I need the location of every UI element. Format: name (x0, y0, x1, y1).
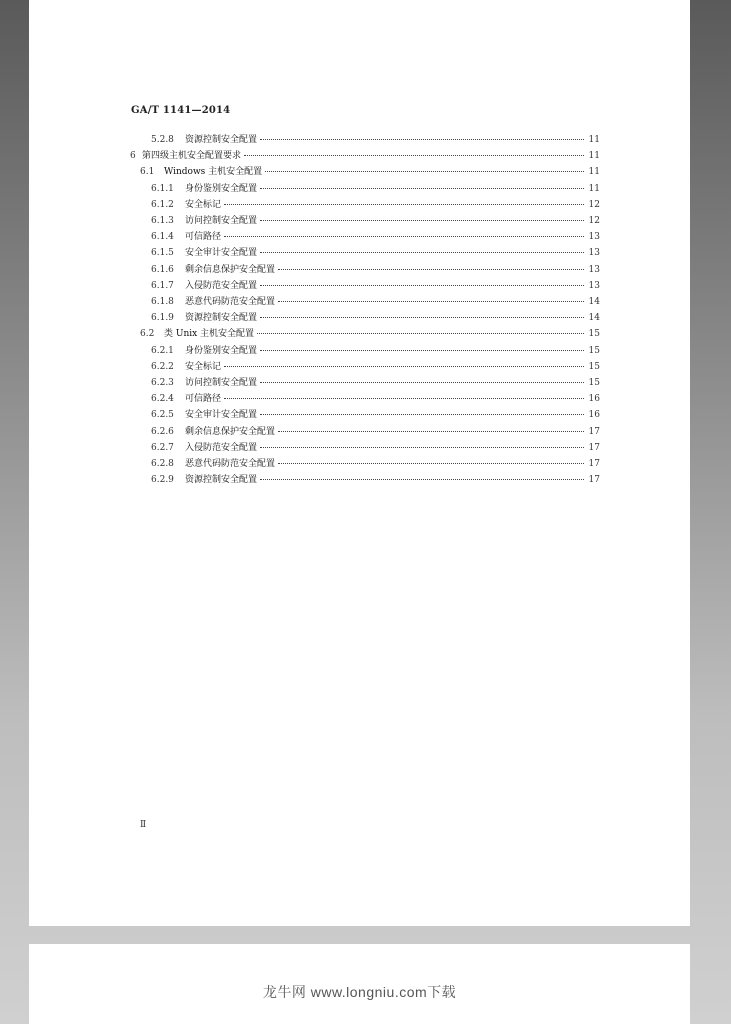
toc-entry-page: 13 (588, 264, 600, 275)
toc-entry-page: 16 (588, 394, 600, 405)
toc-entry-title: 资源控制安全配置 (185, 475, 258, 486)
toc-entry-page: 13 (588, 280, 600, 291)
toc-entry-number: 6.2.7 (151, 442, 174, 453)
toc-entry (151, 278, 600, 292)
toc-entry-page: 17 (588, 426, 600, 437)
toc-entry-title: 访问控制安全配置 (185, 216, 258, 226)
toc-entry (151, 310, 600, 324)
toc-dot-leader (260, 414, 584, 415)
toc-dot-leader (278, 269, 584, 270)
toc-entry-page: 15 (588, 345, 600, 356)
toc-entry-page: 12 (588, 199, 600, 210)
toc-dot-leader (278, 301, 584, 302)
toc-entry-number: 6.2.4 (151, 394, 174, 405)
toc-entry-number: 6.2.9 (151, 475, 174, 486)
toc-dot-leader (260, 139, 584, 140)
toc-entry-page: 17 (588, 459, 600, 469)
toc-entry-title: Windows 主机安全配置 (164, 167, 263, 178)
toc-entry (140, 326, 600, 340)
toc-entry (151, 456, 600, 470)
document-page (29, 0, 690, 926)
toc-entry-title: 身份鉴别安全配置 (185, 183, 258, 194)
toc-entry-title: 入侵防范安全配置 (185, 280, 258, 291)
toc-entry-number: 6.1.6 (151, 264, 174, 275)
toc-entry-number: 6.2.5 (151, 410, 174, 421)
toc-dot-leader (260, 317, 584, 318)
toc-dot-leader (257, 333, 584, 334)
toc-entry-number: 5.2.8 (151, 135, 174, 145)
toc-entry-page: 14 (588, 313, 600, 324)
toc-dot-leader (260, 188, 584, 189)
next-page (29, 944, 690, 1024)
toc-entry-title: 身份鉴别安全配置 (185, 345, 258, 356)
toc-dot-leader (260, 447, 584, 448)
toc-entry-page: 14 (588, 297, 600, 307)
toc-entry-page: 13 (588, 248, 600, 259)
toc-entry-title: 可信路径 (185, 232, 222, 243)
toc-entry-title: 恶意代码防范安全配置 (185, 297, 276, 307)
toc-entry (151, 359, 600, 373)
toc-entry-title: 资源控制安全配置 (185, 313, 258, 324)
toc-entry (151, 245, 600, 259)
toc-entry-page: 15 (588, 361, 600, 372)
toc-dot-leader (224, 366, 584, 367)
toc-entry-number: 6.1.9 (151, 313, 174, 324)
page-number: Ⅱ (140, 820, 147, 830)
toc-entry-title: 可信路径 (185, 394, 222, 405)
toc-dot-leader (224, 398, 584, 399)
toc-entry-page: 15 (588, 378, 600, 388)
toc-dot-leader (224, 236, 584, 237)
toc-entry-page: 11 (588, 151, 600, 162)
toc-dot-leader (265, 171, 584, 172)
toc-entry-title: 类 Unix 主机安全配置 (164, 329, 255, 340)
toc-dot-leader (260, 382, 584, 383)
toc-entry (151, 440, 600, 454)
toc-entry-page: 16 (588, 410, 600, 421)
toc-entry-number: 6 (130, 151, 136, 162)
toc-entry-page: 12 (588, 216, 600, 226)
toc-entry-number: 6.1.8 (151, 297, 174, 307)
toc-entry (151, 391, 600, 405)
toc-dot-leader (278, 431, 584, 432)
toc-entry-page: 17 (588, 475, 600, 486)
toc-entry (151, 262, 600, 276)
download-watermark: 龙牛网 www.longniu.com下载 (262, 984, 457, 1000)
toc-entry-number: 6.1 (140, 167, 155, 178)
toc-entry-number: 6.2.6 (151, 426, 174, 437)
toc-entry-title: 安全标记 (185, 361, 222, 372)
toc-entry-page: 11 (588, 167, 600, 178)
toc-entry (151, 407, 600, 421)
toc-entry-title: 第四级主机安全配置要求 (142, 151, 242, 162)
toc-entry (151, 375, 600, 389)
toc-entry-number: 6.2.3 (151, 378, 174, 388)
toc-entry-number: 6.1.7 (151, 280, 174, 291)
toc-entry (151, 132, 600, 146)
toc-entry-page: 11 (588, 183, 600, 194)
toc-entry (151, 181, 600, 195)
toc-entry-number: 6.2.2 (151, 361, 174, 372)
toc-dot-leader (260, 252, 584, 253)
toc-entry-title: 恶意代码防范安全配置 (185, 459, 276, 469)
toc-entry-number: 6.1.3 (151, 216, 174, 226)
toc-entry-number: 6.2 (140, 329, 155, 340)
toc-entry-page: 15 (588, 329, 600, 340)
toc-entry-number: 6.2.8 (151, 459, 174, 469)
toc-entry-title: 访问控制安全配置 (185, 378, 258, 388)
toc-dot-leader (260, 220, 584, 221)
toc-entry-title: 安全标记 (185, 199, 222, 210)
toc-entry (130, 148, 600, 162)
toc-entry-page: 13 (588, 232, 600, 243)
toc-entry (151, 197, 600, 211)
toc-entry (151, 294, 600, 308)
toc-entry-page: 17 (588, 442, 600, 453)
toc-entry-page: 11 (588, 135, 600, 145)
toc-entry-title: 剩余信息保护安全配置 (185, 426, 276, 437)
document-header: GA/T 1141—2014 (131, 105, 231, 116)
toc-entry-number: 6.1.5 (151, 248, 174, 259)
toc-entry-number: 6.1.4 (151, 232, 174, 243)
toc-entry-title: 资源控制安全配置 (185, 135, 258, 145)
toc-dot-leader (278, 463, 584, 464)
toc-dot-leader (224, 204, 584, 205)
toc-dot-leader (244, 155, 584, 156)
toc-entry (151, 472, 600, 486)
toc-entry (140, 164, 600, 178)
toc-entry-title: 安全审计安全配置 (185, 248, 258, 259)
toc-entry-title: 安全审计安全配置 (185, 410, 258, 421)
toc-entry-title: 剩余信息保护安全配置 (185, 264, 276, 275)
toc-entry-number: 6.2.1 (151, 345, 174, 356)
toc-entry (151, 424, 600, 438)
toc-dot-leader (260, 350, 584, 351)
toc-entry (151, 343, 600, 357)
toc-entry (151, 213, 600, 227)
toc-dot-leader (260, 285, 584, 286)
toc-dot-leader (260, 479, 584, 480)
toc-entry-title: 入侵防范安全配置 (185, 442, 258, 453)
toc-entry-number: 6.1.2 (151, 199, 174, 210)
toc-entry-number: 6.1.1 (151, 183, 174, 194)
toc-entry (151, 229, 600, 243)
